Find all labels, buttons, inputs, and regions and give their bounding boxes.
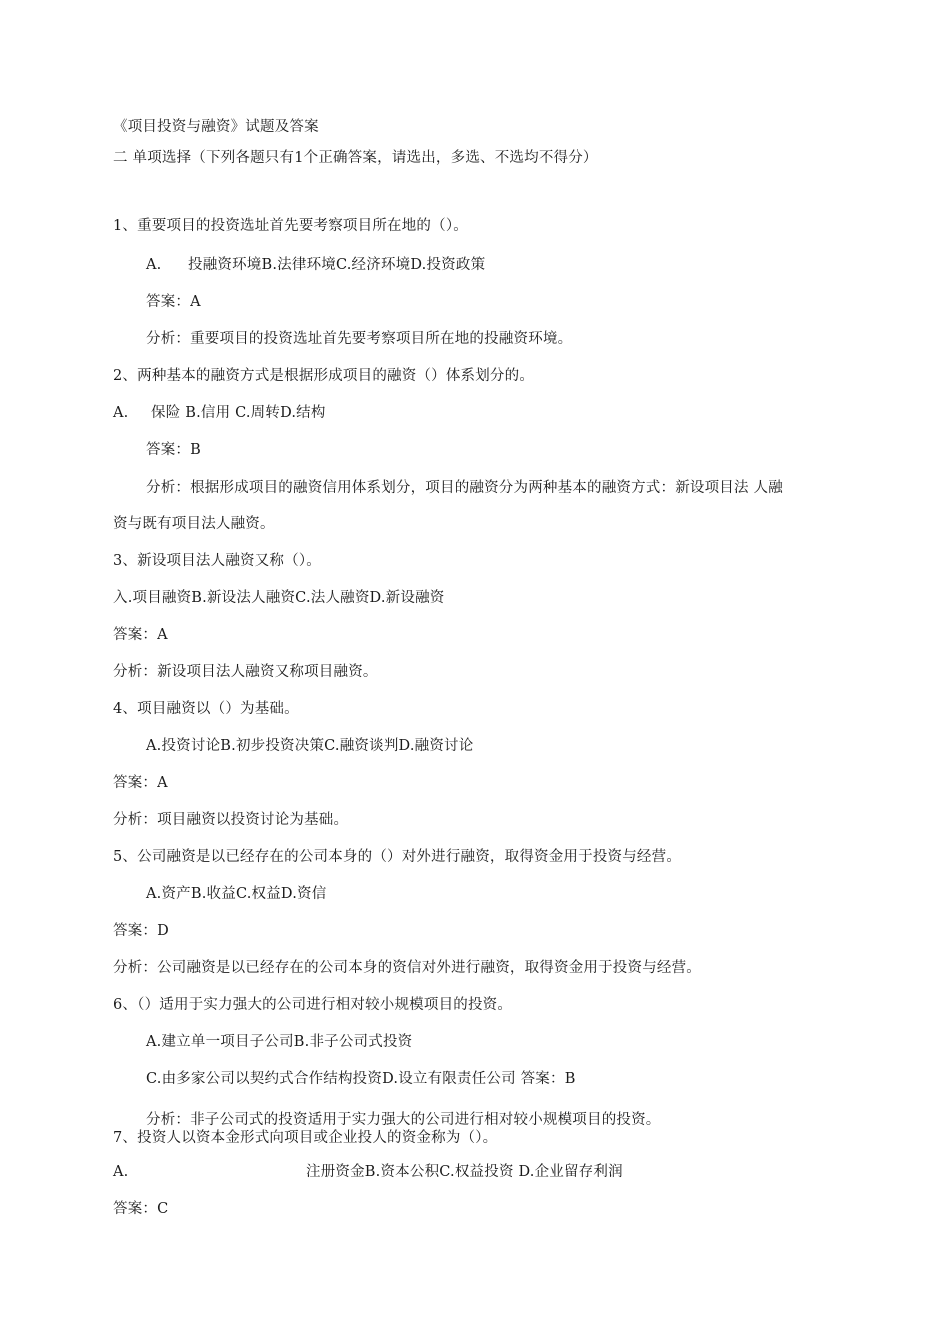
question-4-options: A.投资讨论B.初步投资决策C.融资谈判D.融资讨论 (146, 738, 474, 754)
question-2-analysis: 分析：根据形成项目的融资信用体系划分，项目的融资分为两种基本的融资方式：新设项目法 人融 (146, 480, 783, 496)
question-4-stem: 4、项目融资以（）为基础。 (113, 701, 299, 717)
option-prefix: A. (146, 257, 162, 273)
section-heading: 二 单项选择（下列各题只有1个正确答案，请选出，多选、不选均不得分） (113, 150, 598, 166)
question-6-options-line1: A.建立单一项目子公司B.非子公司式投资 (146, 1034, 413, 1050)
question-4-analysis: 分析：项目融资以投资讨论为基础。 (113, 812, 349, 828)
question-7-options (113, 1162, 623, 1182)
question-3-answer: 答案：A (113, 627, 168, 643)
question-7-answer: 答案：C (113, 1201, 169, 1217)
question-1-answer: 答案：A (146, 294, 201, 310)
question-1-analysis: 分析：重要项目的投资选址首先要考察项目所在地的投融资环境。 (146, 331, 573, 347)
option-text: 保险 B.信用 C.周转D.结构 (151, 405, 326, 421)
option-prefix: A. (113, 1164, 129, 1180)
question-5-analysis: 分析：公司融资是以已经存在的公司本身的资信对外进行融资，取得资金用于投资与经营。 (113, 960, 701, 976)
question-1-options (146, 255, 485, 275)
option-text: 注册资金B.资本公积C.权益投资 D.企业留存利润 (306, 1164, 623, 1180)
question-2-answer: 答案：B (146, 442, 201, 458)
question-2-options (113, 403, 326, 423)
question-1-stem: 1、重要项目的投资选址首先要考察项目所在地的（）。 (113, 218, 468, 234)
question-3-options: 入.项目融资B.新设法人融资C.法人融资D.新设融资 (113, 590, 445, 606)
question-2-stem: 2、两种基本的融资方式是根据形成项目的融资（）体系划分的。 (113, 368, 535, 384)
option-text: 投融资环境B.法律环境C.经济环境D.投资政策 (188, 257, 486, 273)
question-6-stem: 6、（）适用于实力强大的公司进行相对较小规模项目的投资。 (113, 997, 513, 1013)
question-5-stem: 5、公司融资是以已经存在的公司本身的（）对外进行融资，取得资金用于投资与经营。 (113, 849, 682, 865)
question-4-answer: 答案：A (113, 775, 168, 791)
question-3-stem: 3、新设项目法人融资又称（）。 (113, 553, 321, 569)
question-5-options: A.资产B.收益C.权益D.资信 (146, 886, 327, 902)
question-2-analysis-cont: 资与既有项目法人融资。 (113, 516, 275, 532)
option-prefix: A. (113, 405, 129, 421)
question-5-answer: 答案：D (113, 923, 169, 939)
document-title: 《项目投资与融资》试题及答案 (113, 119, 319, 135)
question-6-options-line2: C.由多家公司以契约式合作结构投资D.设立有限责任公司 答案：B (146, 1071, 576, 1087)
question-3-analysis: 分析：新设项目法人融资又称项目融资。 (113, 664, 378, 680)
question-7-stem: 7、投资人以资本金形式向项目或企业投人的资金称为（）。 (113, 1130, 498, 1146)
question-6-analysis: 分析：非子公司式的投资适用于实力强大的公司进行相对较小规模项目的投资。 (146, 1112, 661, 1128)
